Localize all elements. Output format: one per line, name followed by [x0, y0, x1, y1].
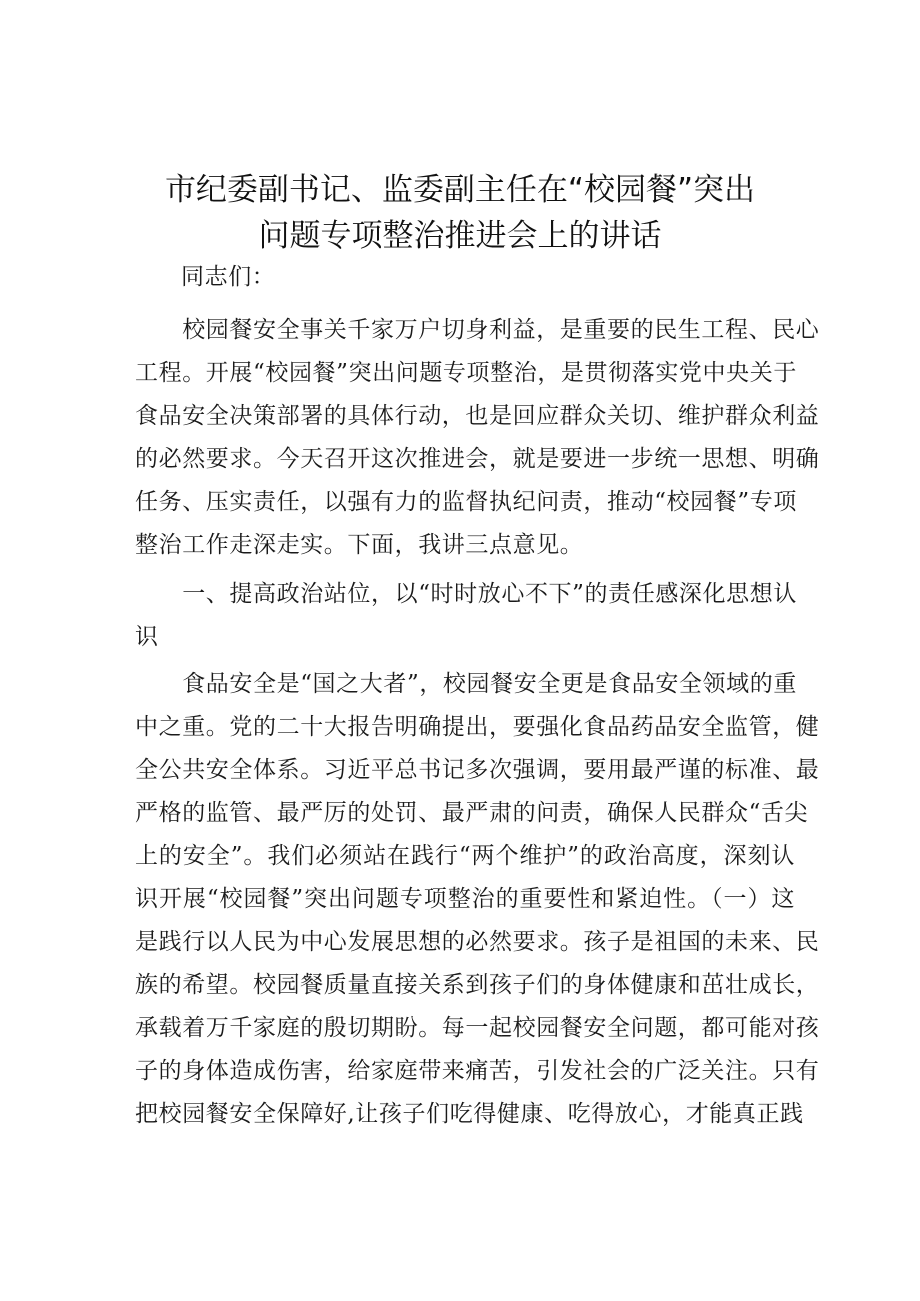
paragraph-2-line: 严格的监管、最严厉的处罚、最严肃的问责，确保人民群众“舌尖 — [135, 800, 809, 826]
paragraph-1-line: 的必然要求。今天召开这次推进会，就是要进一步统一思想、明确 — [135, 446, 820, 472]
paragraph-2-line: 识开展“校园餐”突出问题专项整治的重要性和紧迫性。（一）这 — [135, 886, 795, 912]
paragraph-2-line: 承载着万千家庭的殷切期盼。每一起校园餐安全问题，都可能对孩 — [135, 1015, 820, 1041]
paragraph-1-line: 整治工作走深走实。下面，我讲三点意见。 — [135, 532, 584, 558]
paragraph-2-line: 全公共安全体系。习近平总书记多次强调，要用最严谨的标准、最 — [135, 757, 820, 783]
section-heading-line: 一、提高政治站位，以“时时放心不下”的责任感深化思想认 — [135, 581, 797, 607]
paragraph-2-line: 是践行以人民为中心发展思想的必然要求。孩子是祖国的未来、民 — [135, 929, 820, 955]
document-title-line-2: 问题专项整治推进会上的讲话 — [258, 218, 662, 254]
paragraph-2-line: 上的安全”。我们必须站在践行“两个维护”的政治高度，深刻认 — [135, 843, 795, 869]
paragraph-2-line: 把校园餐安全保障好,让孩子们吃得健康、吃得放心，才能真正践 — [135, 1101, 804, 1127]
paragraph-2-line: 中之重。党的二十大报告明确提出，要强化食品药品安全监管，健 — [135, 714, 820, 740]
paragraph-2-line: 族的希望。校园餐质量直接关系到孩子们的身体健康和茁壮成长， — [135, 972, 820, 998]
paragraph-1-line: 校园餐安全事关千家万户切身利益，是重要的民生工程、民心 — [135, 317, 820, 343]
paragraph-1-line: 任务、压实责任，以强有力的监督执纪问责，推动“校园餐”专项 — [135, 489, 797, 515]
section-heading-line: 识 — [135, 624, 159, 650]
paragraph-1-line: 食品安全决策部署的具体行动，也是回应群众关切、维护群众利益 — [135, 403, 820, 429]
paragraph-2-line: 子的身体造成伤害，给家庭带来痛苦，引发社会的广泛关注。只有 — [135, 1058, 820, 1084]
paragraph-1-line: 工程。开展“校园餐”突出问题专项整治，是贯彻落实党中央关于 — [135, 360, 797, 386]
document-title-line-1: 市纪委副书记、监委副主任在“校园餐”突出 — [164, 172, 756, 208]
salutation: 同志们： — [181, 264, 276, 290]
paragraph-2-line: 食品安全是“国之大者”，校园餐安全更是食品安全领域的重 — [135, 671, 797, 697]
